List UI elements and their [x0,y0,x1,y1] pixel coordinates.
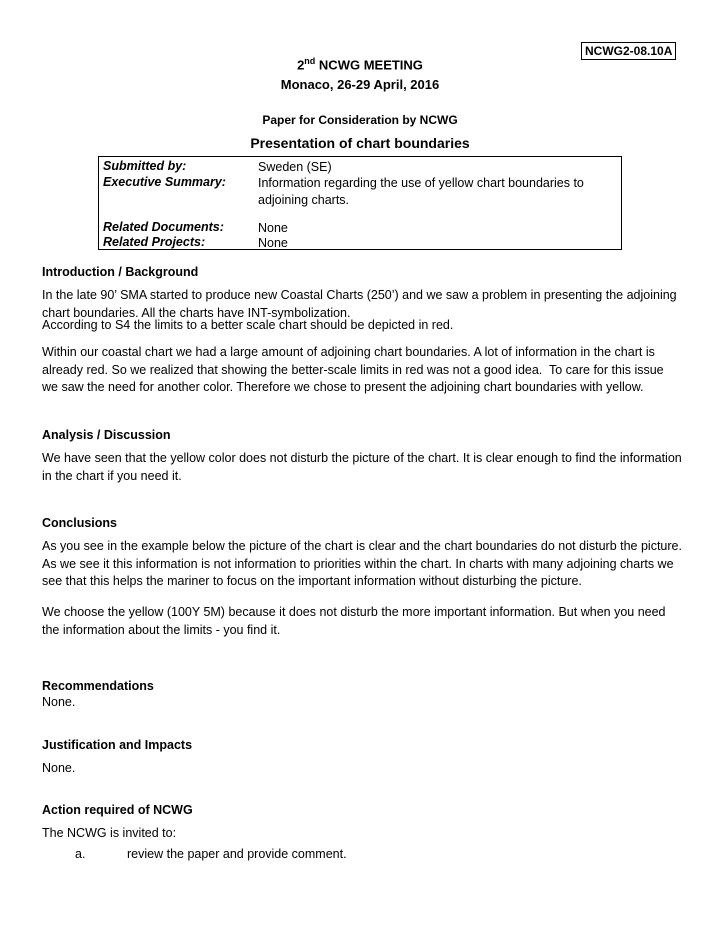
justification-heading: Justification and Impacts [42,738,193,752]
conclusions-heading: Conclusions [42,516,118,530]
meeting-ordinal-suffix: nd [304,56,316,66]
recommendations-text: None. [42,695,76,709]
meeting-title [0,56,720,72]
intro-paragraph-3: Within our coastal chart we had a large amount of adjoining chart boundaries. A lot of information in the chart is already red. So we realized that showing the better-scale limits in red was not a good idea. To care for this issue we saw the need for another color. Therefore we chose to present the adjoining chart boundaries with yellow. [42,345,664,394]
conclusions-paragraph-1: As you see in the example below the picture of the chart is clear and the chart boundaries do not disturb the picture. As we see it this information is not information to priorities within the chart. In charts with many adjoining charts we see that this helps the mariner to focus on the important information without disturbing the picture. [42,539,682,588]
action-heading: Action required of NCWG [42,803,193,817]
paper-title: Presentation of chart boundaries [250,135,470,151]
analysis-paragraph: We have seen that the yellow color does not disturb the picture of the chart. It is clear enough to find the information in the chart if you need it. [42,451,682,483]
summary-value: Information regarding the use of yellow chart boundaries to adjoining charts. [258,176,584,207]
meeting-ordinal: 2 [297,57,305,73]
info-table [98,156,622,250]
submitted-value: Sweden (SE) [258,160,332,174]
related-projects-label: Related Projects: [103,235,206,249]
meeting-place-date: Monaco, 26-29 April, 2016 [280,77,440,92]
intro-paragraph-2: According to S4 the limits to a better scale chart should be depicted in red. [42,318,454,332]
recommendations-heading: Recommendations [42,679,154,693]
paper-type: Paper for Consideration by NCWG [262,113,458,127]
submitted-label: Submitted by: [103,159,187,173]
action-item-letter: a. [75,847,86,861]
conclusions-paragraph-2: We choose the yellow (100Y 5M) because it does not disturb the more important information. But when you need the information about the limits - you find it. [42,605,666,637]
analysis-heading: Analysis / Discussion [42,428,171,442]
intro-paragraph-1: In the late 90’ SMA started to produce new Coastal Charts (250’) and we saw a problem in presenting the adjoining chart boundaries. All the charts have INT-symbolization. [42,288,677,320]
justification-text: None. [42,761,76,775]
related-projects-value: None [258,236,288,250]
intro-heading: Introduction / Background [42,265,199,279]
related-docs-label: Related Documents: [103,220,224,234]
action-item-text: review the paper and provide comment. [127,847,347,861]
related-docs-value: None [258,221,288,235]
summary-label: Executive Summary: [103,175,226,189]
action-intro: The NCWG is invited to: [42,826,177,840]
meeting-name: NCWG MEETING [318,57,423,73]
document-id-box: NCWG2-08.10A [581,42,676,60]
